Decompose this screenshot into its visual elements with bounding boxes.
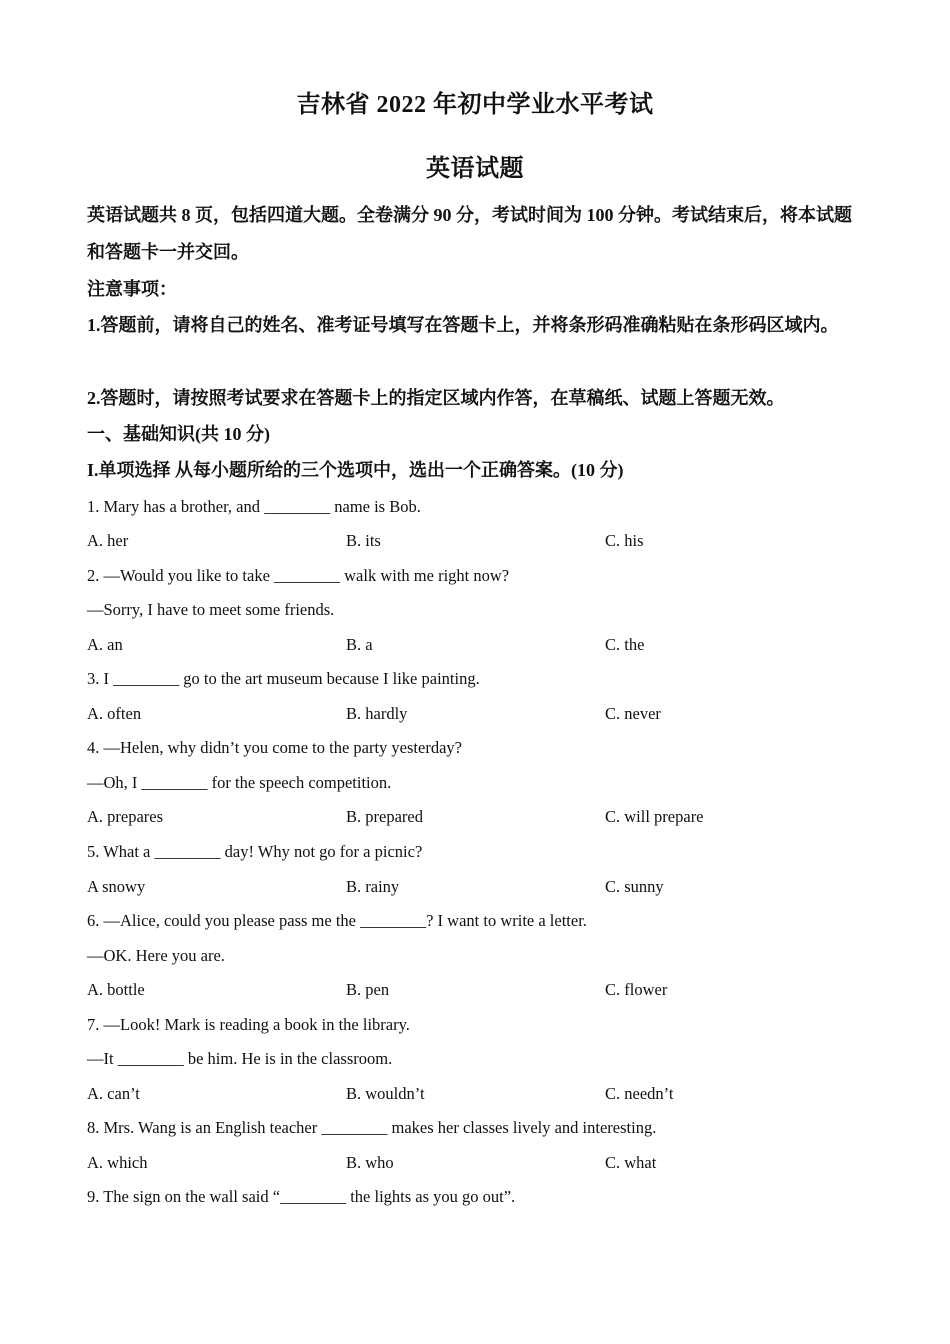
- question-5-stem: 5. What a ________ day! Why not go for a picnic?: [87, 842, 423, 861]
- section-heading: 一、基础知识(共 10 分): [87, 424, 270, 444]
- question-6-option-b: B. pen: [346, 980, 390, 999]
- question-1-option-a: A. her: [87, 531, 129, 550]
- question-4-option-b: B. prepared: [346, 807, 423, 826]
- exam-subtitle: 英语试题: [426, 156, 524, 182]
- question-2-option-a: A. an: [87, 635, 123, 654]
- exam-title: 吉林省 2022 年初中学业水平考试: [296, 92, 654, 118]
- question-1-option-c: C. his: [605, 531, 644, 550]
- question-4-response: —Oh, I ________ for the speech competition.: [87, 773, 392, 792]
- intro-text: 英语试题共 8 页，包括四道大题。全卷满分 90 分，考试时间为 100 分钟。考试结束后，将本试题和答题卡一并交回。: [87, 205, 852, 262]
- note-1: 1.答题前，请将自己的姓名、准考证号填写在答题卡上，并将条形码准确粘贴在条形码区域内。: [87, 315, 839, 335]
- question-4-option-a: A. prepares: [87, 807, 164, 826]
- question-6-option-a: A. bottle: [87, 980, 145, 999]
- part-heading: I.单项选择 从每小题所给的三个选项中，选出一个正确答案。(10 分): [87, 460, 624, 480]
- question-2-stem: 2. —Would you like to take ________ walk with me right now?: [87, 566, 510, 585]
- question-8-stem: 8. Mrs. Wang is an English teacher ________ makes her classes lively and interesting.: [87, 1118, 657, 1137]
- question-5-option-a: A snowy: [87, 877, 146, 896]
- question-6-stem: 6. —Alice, could you please pass me the ________? I want to write a letter.: [87, 911, 587, 930]
- question-8-option-c: C. what: [605, 1153, 657, 1172]
- question-7-option-a: A. can’t: [87, 1084, 140, 1103]
- question-6-response: —OK. Here you are.: [87, 946, 225, 965]
- question-8-option-b: B. who: [346, 1153, 394, 1172]
- note-2: 2.答题时，请按照考试要求在答题卡上的指定区域内作答，在草稿纸、试题上答题无效。: [87, 388, 785, 408]
- question-2-response: —Sorry, I have to meet some friends.: [87, 600, 335, 619]
- question-9-stem: 9. The sign on the wall said “________ the lights as you go out”.: [87, 1187, 516, 1206]
- question-3-option-c: C. never: [605, 704, 661, 723]
- question-7-option-c: C. needn’t: [605, 1084, 674, 1103]
- question-1-stem: 1. Mary has a brother, and ________ name is Bob.: [87, 497, 421, 516]
- question-2-option-b: B. a: [346, 635, 373, 654]
- question-5-option-b: B. rainy: [346, 877, 400, 896]
- question-1-option-b: B. its: [346, 531, 381, 550]
- notes-heading: 注意事项：: [87, 279, 177, 299]
- question-3-option-b: B. hardly: [346, 704, 408, 723]
- question-6-option-c: C. flower: [605, 980, 668, 999]
- question-4-stem: 4. —Helen, why didn’t you come to the party yesterday?: [87, 738, 462, 757]
- question-7-response: —It ________ be him. He is in the classroom.: [87, 1049, 393, 1068]
- question-2-option-c: C. the: [605, 635, 645, 654]
- question-3-option-a: A. often: [87, 704, 142, 723]
- question-4-option-c: C. will prepare: [605, 807, 704, 826]
- question-7-option-b: B. wouldn’t: [346, 1084, 425, 1103]
- question-7-stem: 7. —Look! Mark is reading a book in the library.: [87, 1015, 410, 1034]
- question-5-option-c: C. sunny: [605, 877, 664, 896]
- question-3-stem: 3. I ________ go to the art museum because I like painting.: [87, 669, 480, 688]
- question-8-option-a: A. which: [87, 1153, 148, 1172]
